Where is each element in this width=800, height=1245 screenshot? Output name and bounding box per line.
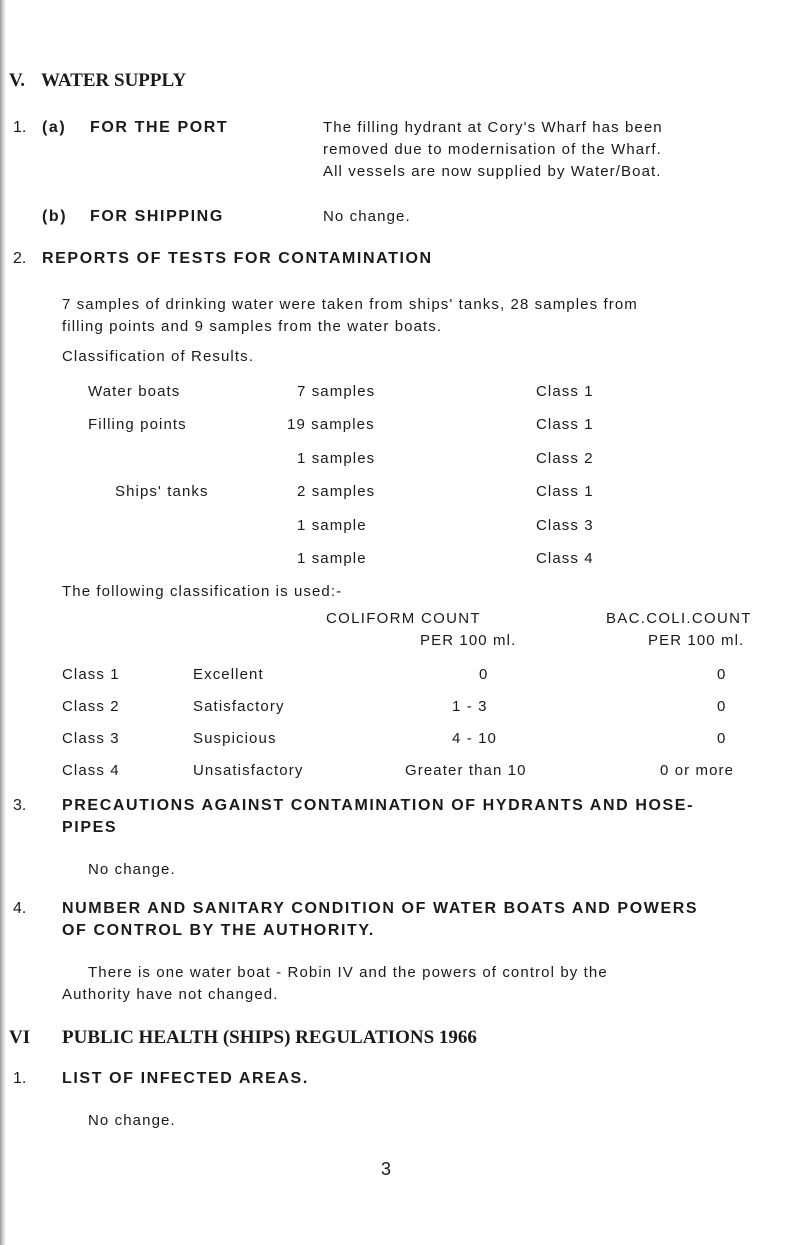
bac-header: BAC.COLI.COUNT — [606, 610, 752, 627]
subitem-title: FOR SHIPPING — [90, 208, 224, 225]
bac-value: 0 — [717, 666, 727, 683]
result-source: Filling points — [88, 416, 187, 433]
result-class: Class 4 — [536, 550, 594, 567]
result-samples: 7 samples — [297, 383, 376, 400]
coliform-header: COLIFORM COUNT — [326, 610, 481, 627]
section-title: PUBLIC HEALTH (SHIPS) REGULATIONS 1966 — [62, 1027, 477, 1048]
subitem-label: (a) — [42, 119, 67, 136]
port-text-line: removed due to modernisation of the Wharf. — [323, 141, 662, 158]
item-number: 1. — [13, 1070, 27, 1087]
item-number: 1. — [13, 119, 27, 136]
result-samples: 1 sample — [297, 517, 367, 534]
result-class: Class 3 — [536, 517, 594, 534]
class-grade: Satisfactory — [193, 698, 285, 715]
item-number: 2. — [13, 250, 27, 267]
bac-value: 0 — [717, 730, 727, 747]
class-name: Class 1 — [62, 666, 120, 683]
result-source: Ships' tanks — [115, 483, 209, 500]
item-text: No change. — [88, 861, 176, 878]
class-grade: Excellent — [193, 666, 264, 683]
section-number: V. — [9, 70, 26, 91]
class-name: Class 3 — [62, 730, 120, 747]
coliform-value: 4 - 10 — [452, 730, 497, 747]
intro-line: 7 samples of drinking water were taken from ships' tanks, 28 samples from — [62, 296, 638, 313]
coliform-value: Greater than 10 — [405, 762, 527, 779]
page-number: 3 — [381, 1159, 392, 1179]
class-name: Class 4 — [62, 762, 120, 779]
port-text-line: All vessels are now supplied by Water/Boat. — [323, 163, 662, 180]
item-title-line: NUMBER AND SANITARY CONDITION OF WATER BOATS AND POWERS — [62, 900, 699, 917]
coliform-subheader: PER 100 ml. — [420, 632, 517, 649]
item-number: 4. — [13, 900, 27, 917]
bac-subheader: PER 100 ml. — [648, 632, 745, 649]
result-samples: 19 samples — [287, 416, 375, 433]
result-samples: 1 samples — [297, 450, 376, 467]
class-name: Class 2 — [62, 698, 120, 715]
classification-heading: Classification of Results. — [62, 348, 254, 365]
page-binding-edge — [0, 0, 6, 1245]
result-class: Class 1 — [536, 416, 594, 433]
coliform-value: 1 - 3 — [452, 698, 488, 715]
item-title-line: PRECAUTIONS AGAINST CONTAMINATION OF HYDRANTS AND HOSE- — [62, 797, 694, 814]
item-title: LIST OF INFECTED AREAS. — [62, 1070, 309, 1087]
subitem-label: (b) — [42, 208, 68, 225]
item-number: 3. — [13, 797, 27, 814]
bac-value: 0 or more — [660, 762, 735, 779]
following-text: The following classification is used:- — [62, 583, 343, 600]
item-title-line: OF CONTROL BY THE AUTHORITY. — [62, 922, 375, 939]
port-text-line: The filling hydrant at Cory's Wharf has been — [323, 119, 663, 136]
section-title: WATER SUPPLY — [41, 70, 187, 91]
item-title-line: PIPES — [62, 819, 118, 836]
item-text-line: There is one water boat - Robin IV and the powers of control by the — [88, 964, 608, 981]
class-grade: Unsatisfactory — [193, 762, 304, 779]
bac-value: 0 — [717, 698, 727, 715]
result-samples: 1 sample — [297, 550, 367, 567]
result-class: Class 1 — [536, 483, 594, 500]
class-grade: Suspicious — [193, 730, 277, 747]
shipping-text: No change. — [323, 208, 411, 225]
subitem-title: FOR THE PORT — [90, 119, 229, 136]
item-text-line: Authority have not changed. — [62, 986, 279, 1003]
coliform-value: 0 — [479, 666, 489, 683]
result-class: Class 1 — [536, 383, 594, 400]
item-text: No change. — [88, 1112, 176, 1129]
item-title: REPORTS OF TESTS FOR CONTAMINATION — [42, 250, 433, 267]
intro-line: filling points and 9 samples from the water boats. — [62, 318, 443, 335]
section-number: VI — [9, 1027, 31, 1048]
result-source: Water boats — [88, 383, 181, 400]
result-samples: 2 samples — [297, 483, 376, 500]
result-class: Class 2 — [536, 450, 594, 467]
